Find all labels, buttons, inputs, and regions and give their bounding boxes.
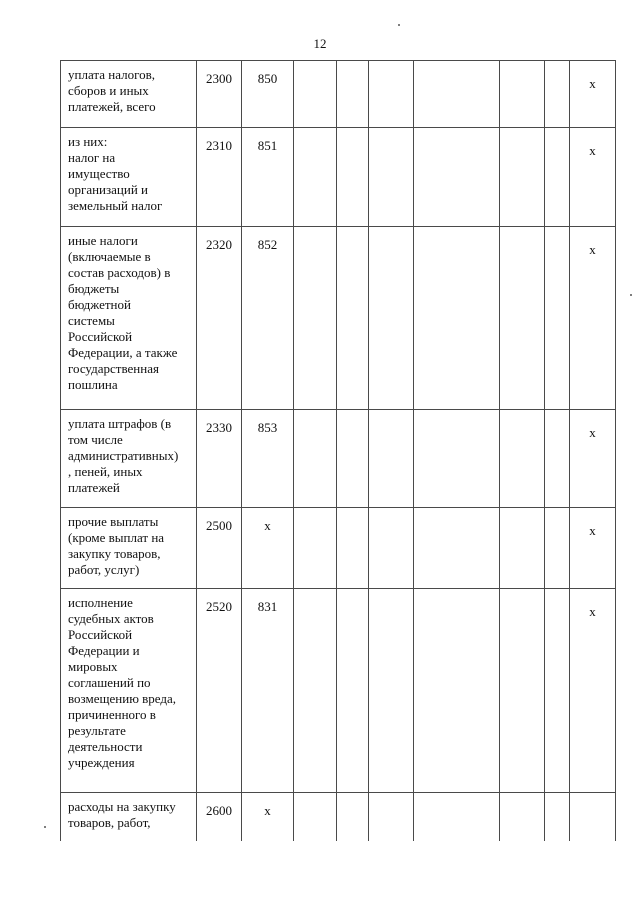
empty-cell [337, 410, 369, 508]
table-row [61, 410, 616, 508]
empty-cell [369, 589, 414, 793]
empty-cell [294, 61, 337, 128]
table-row [61, 227, 616, 410]
empty-cell [369, 61, 414, 128]
table-row [61, 61, 616, 128]
empty-cell [545, 227, 570, 410]
empty-cell [337, 508, 369, 589]
scan-speck [398, 24, 400, 26]
empty-cell [294, 410, 337, 508]
row-mark-cell: х [570, 61, 616, 128]
empty-cell [414, 410, 500, 508]
empty-cell [369, 410, 414, 508]
table-row [61, 508, 616, 589]
empty-cell [500, 589, 545, 793]
empty-cell [545, 128, 570, 227]
empty-cell [500, 793, 545, 841]
row-name-cell: исполнение судебных актов Российской Федерации и мировых соглашений по возмещению вреда, причиненного в результате деятельности учреждения [61, 589, 197, 793]
row-name-cell: расходы на закупку товаров, работ, [61, 793, 197, 841]
empty-cell [337, 589, 369, 793]
row-code-cell: 2520 [197, 589, 242, 793]
empty-cell [337, 227, 369, 410]
empty-cell [414, 793, 500, 841]
empty-cell [369, 793, 414, 841]
row-code-cell: 2330 [197, 410, 242, 508]
empty-cell [369, 227, 414, 410]
row-mark-cell: х [570, 128, 616, 227]
scan-speck [630, 294, 632, 296]
empty-cell [545, 410, 570, 508]
row-name-cell: из них: налог на имущество организаций и земельный налог [61, 128, 197, 227]
empty-cell [294, 589, 337, 793]
row-code-cell: 2320 [197, 227, 242, 410]
row-code-cell: 2300 [197, 61, 242, 128]
scan-speck [44, 826, 46, 828]
row-mark-cell: х [570, 589, 616, 793]
empty-cell [369, 508, 414, 589]
empty-cell [337, 128, 369, 227]
row-kbk-cell: х [242, 793, 294, 841]
row-name-cell: уплата налогов, сборов и иных платежей, всего [61, 61, 197, 128]
budget-table [60, 60, 616, 841]
row-kbk-cell: 851 [242, 128, 294, 227]
empty-cell [337, 61, 369, 128]
row-code-cell: 2500 [197, 508, 242, 589]
empty-cell [414, 61, 500, 128]
empty-cell [414, 589, 500, 793]
empty-cell [500, 508, 545, 589]
table-row [61, 589, 616, 793]
row-code-cell: 2600 [197, 793, 242, 841]
empty-cell [545, 589, 570, 793]
row-mark-cell [570, 793, 616, 841]
empty-cell [500, 128, 545, 227]
table-row [61, 128, 616, 227]
row-code-cell: 2310 [197, 128, 242, 227]
row-kbk-cell: 850 [242, 61, 294, 128]
row-name-cell: иные налоги (включаемые в состав расходов) в бюджеты бюджетной системы Российской Федерации, а также государственная пошлина [61, 227, 197, 410]
page-number: 12 [313, 36, 327, 51]
empty-cell [337, 793, 369, 841]
empty-cell [294, 508, 337, 589]
empty-cell [545, 61, 570, 128]
empty-cell [294, 128, 337, 227]
empty-cell [545, 508, 570, 589]
empty-cell [369, 128, 414, 227]
row-name-cell: уплата штрафов (в том числе административных) , пеней, иных платежей [61, 410, 197, 508]
row-kbk-cell: х [242, 508, 294, 589]
empty-cell [414, 508, 500, 589]
empty-cell [500, 227, 545, 410]
row-mark-cell: х [570, 508, 616, 589]
row-kbk-cell: 831 [242, 589, 294, 793]
empty-cell [545, 793, 570, 841]
empty-cell [500, 410, 545, 508]
empty-cell [414, 227, 500, 410]
empty-cell [414, 128, 500, 227]
row-mark-cell: х [570, 410, 616, 508]
row-kbk-cell: 852 [242, 227, 294, 410]
table-row [61, 793, 616, 841]
row-name-cell: прочие выплаты (кроме выплат на закупку товаров, работ, услуг) [61, 508, 197, 589]
empty-cell [294, 793, 337, 841]
empty-cell [294, 227, 337, 410]
row-mark-cell: х [570, 227, 616, 410]
row-kbk-cell: 853 [242, 410, 294, 508]
empty-cell [500, 61, 545, 128]
